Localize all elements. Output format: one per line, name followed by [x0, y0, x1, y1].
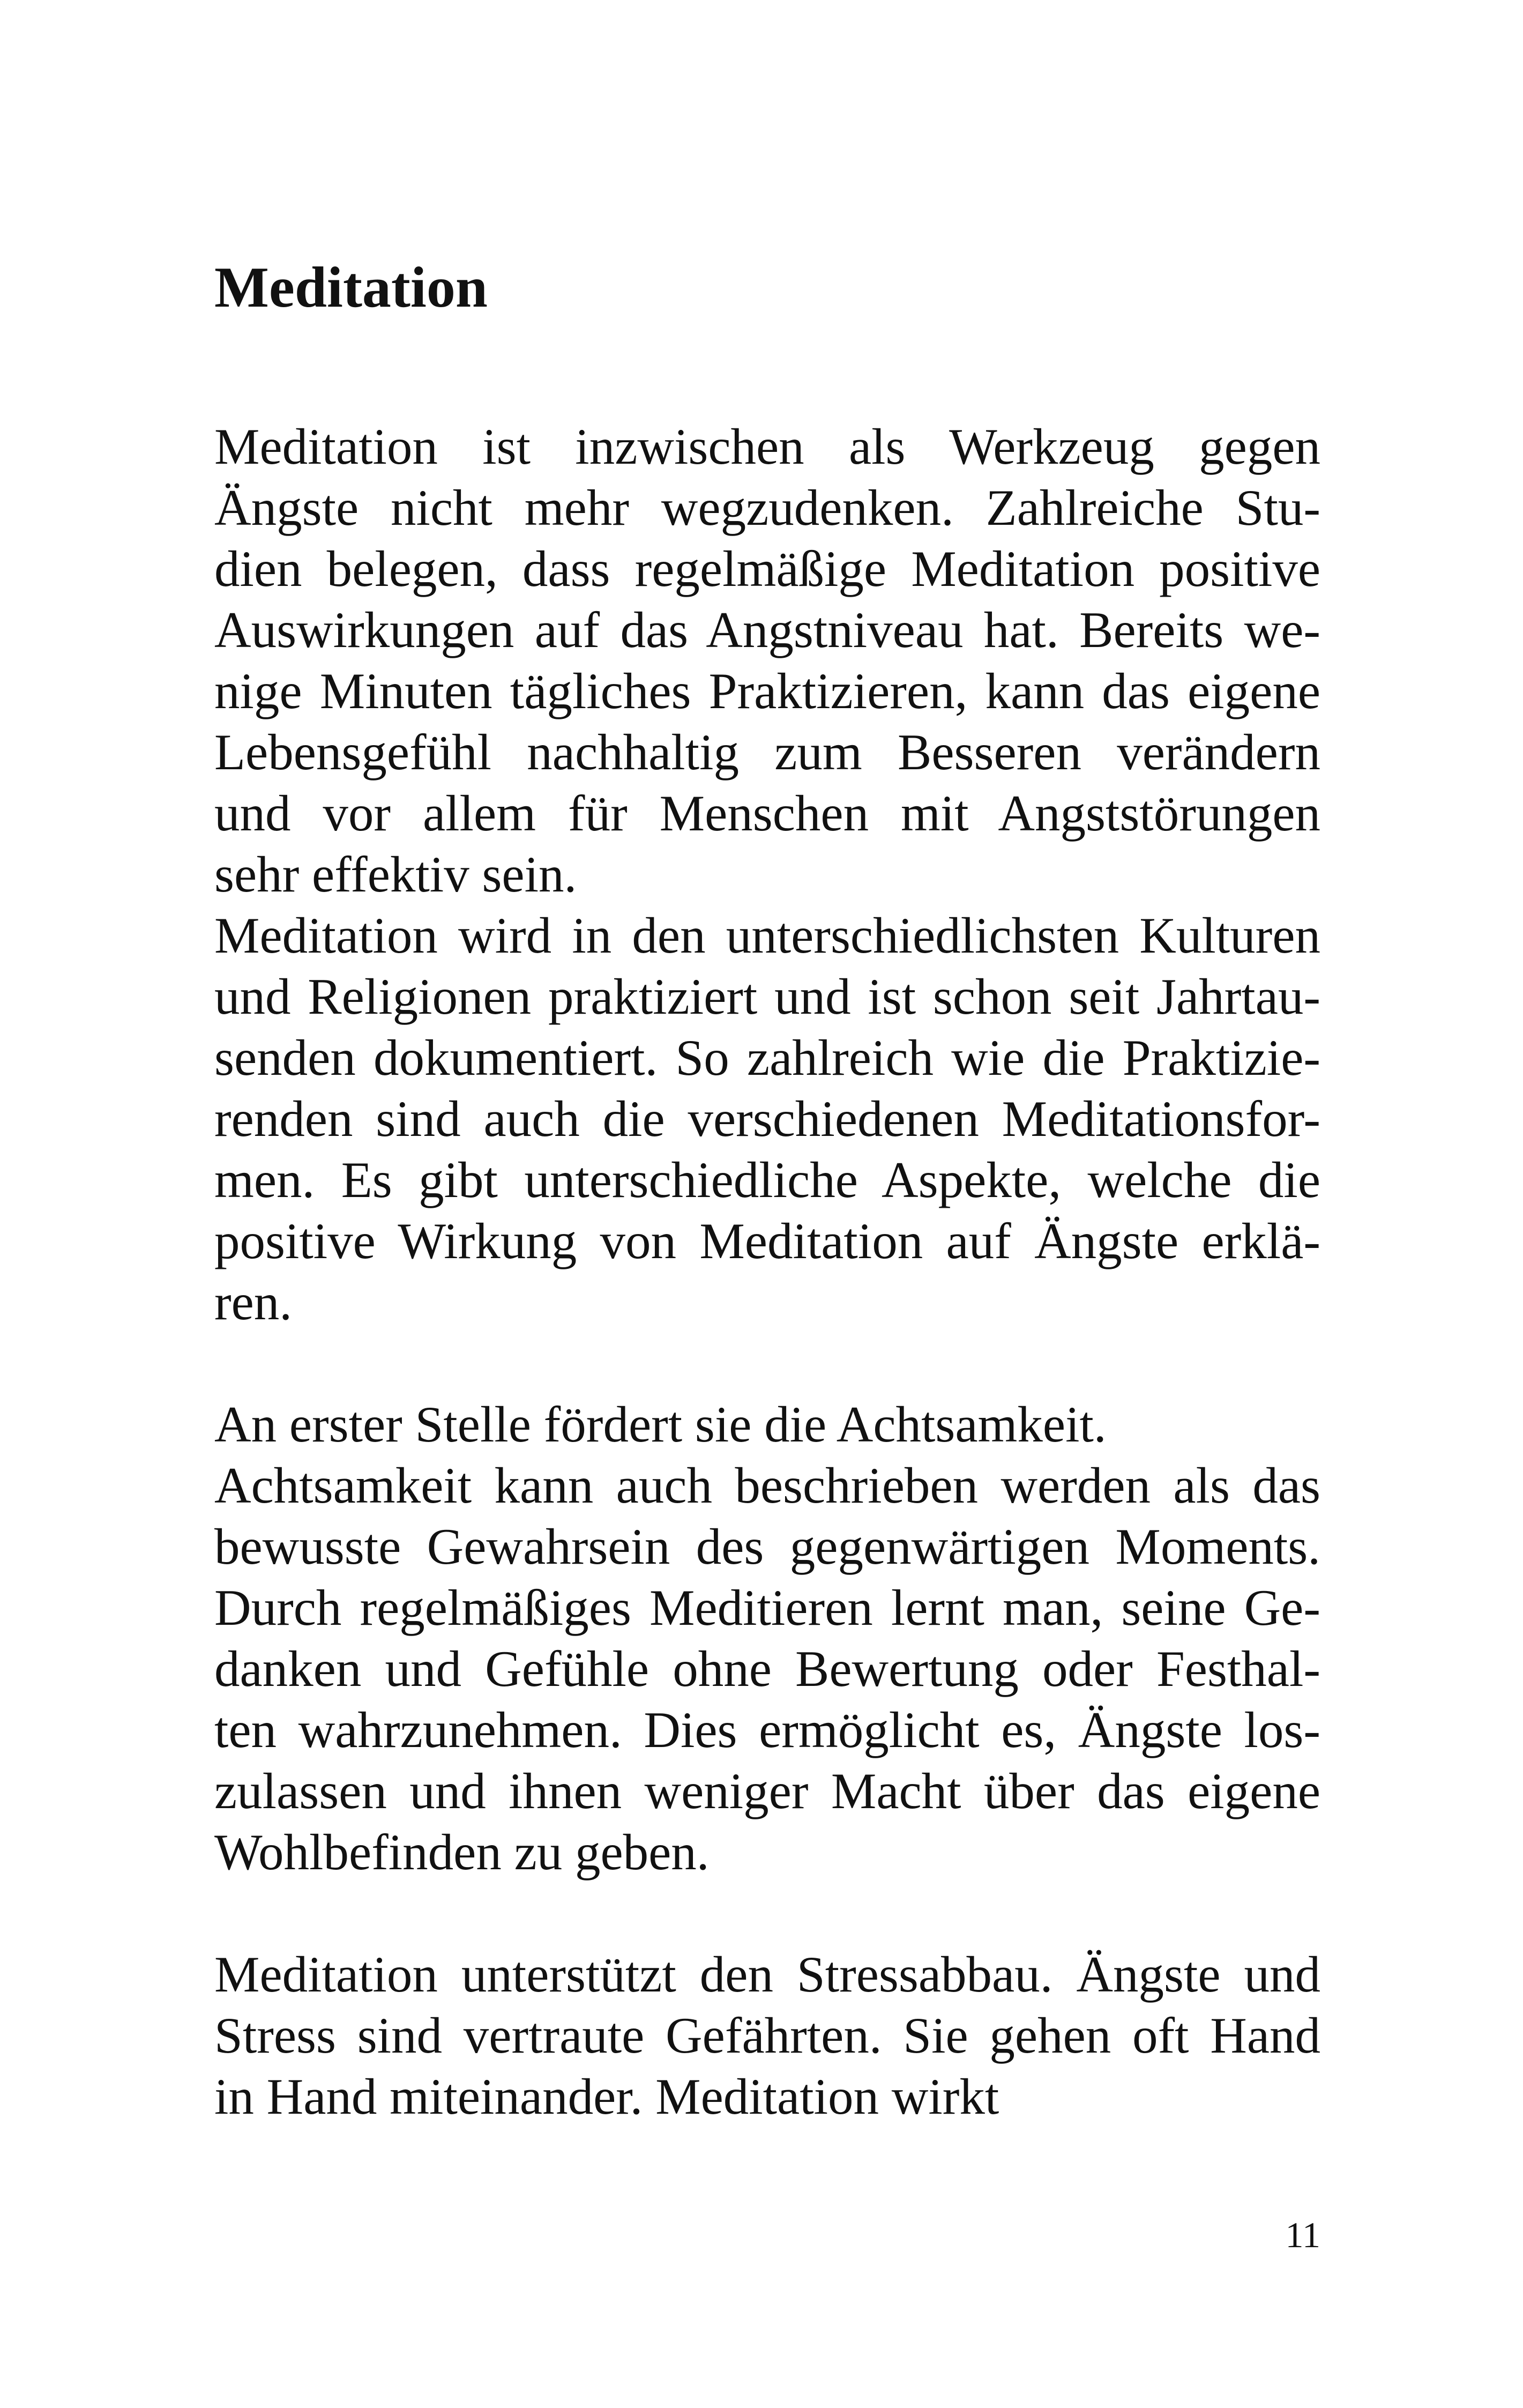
text-line: zulassen und ihnen weniger Macht über das eigene — [214, 1763, 1320, 1819]
paragraph-gap — [214, 1333, 1320, 1394]
text-line: bewusste Gewahrsein des gegenwärtigen Moments. — [214, 1518, 1320, 1575]
text-line: positive Wirkung von Meditation auf Ängste erklä- — [214, 1213, 1320, 1269]
text-line: ren. — [214, 1274, 293, 1331]
text-line: Meditation unterstützt den Stressabbau. Ängste und — [214, 1946, 1320, 2003]
text-line: nige Minuten tägliches Praktizieren, kann das eigene — [214, 663, 1320, 719]
text-line: Stress sind vertraute Gefährten. Sie gehen oft Hand — [214, 2007, 1320, 2064]
text-line: und vor allem für Menschen mit Angststörungen — [214, 785, 1320, 842]
text-line: in Hand miteinander. Meditation wirkt — [214, 2068, 999, 2125]
text-line: Achtsamkeit kann auch beschrieben werden als das — [214, 1457, 1320, 1514]
body-text — [214, 416, 1320, 2127]
text-line: ten wahrzunehmen. Dies ermöglicht es, Ängste los- — [214, 1701, 1320, 1758]
text-line: sehr effektiv sein. — [214, 846, 577, 903]
text-line: Durch regelmäßiges Meditieren lernt man, seine Ge- — [214, 1579, 1320, 1636]
paragraph-1 — [214, 416, 1320, 1333]
text-line: Wohlbefinden zu geben. — [214, 1824, 710, 1881]
text-line: dien belegen, dass regelmäßige Meditation positive — [214, 540, 1320, 597]
text-line: Meditation wird in den unterschiedlichsten Kulturen — [214, 907, 1320, 964]
text-line: Meditation ist inzwischen als Werkzeug gegen — [214, 418, 1320, 475]
paragraph-gap — [214, 1883, 1320, 1944]
text-line: danken und Gefühle ohne Bewertung oder Festhal- — [214, 1640, 1320, 1697]
text-line: Lebensgefühl nachhaltig zum Besseren verändern — [214, 724, 1320, 781]
page-number: 11 — [1285, 2214, 1320, 2255]
text-line: Auswirkungen auf das Angstniveau hat. Bereits we- — [214, 601, 1320, 658]
text-line: und Religionen praktiziert und ist schon seit Jahrtau- — [214, 968, 1320, 1025]
page-heading: Meditation — [214, 256, 488, 319]
text-line: senden dokumentiert. So zahlreich wie die Praktizie- — [214, 1029, 1320, 1086]
paragraph-2 — [214, 1394, 1320, 1883]
paragraph-3 — [214, 1944, 1320, 2127]
text-line: renden sind auch die verschiedenen Meditationsfor- — [214, 1090, 1320, 1147]
text-line: An erster Stelle fördert sie die Achtsamkeit. — [214, 1396, 1107, 1453]
text-line: Ängste nicht mehr wegzudenken. Zahlreiche Stu- — [214, 479, 1320, 536]
text-line: men. Es gibt unterschiedliche Aspekte, welche die — [214, 1151, 1320, 1208]
